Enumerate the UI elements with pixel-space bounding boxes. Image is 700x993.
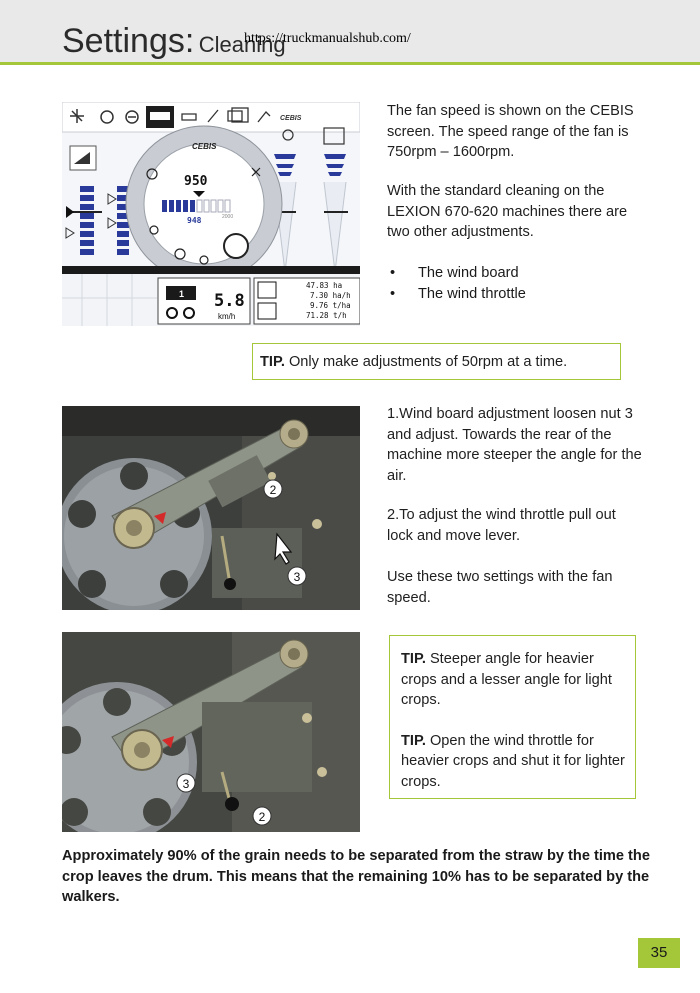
callout-3: 3: [182, 777, 190, 791]
step-3-text: Use these two settings with the fan speed.: [387, 569, 613, 606]
ground-speed-unit: km/h: [218, 312, 236, 321]
list-item: • The wind throttle: [387, 284, 526, 305]
tip-text: Steeper angle for heavier crops and a lesser angle for light crops.: [401, 651, 612, 708]
cebis-screen-graphic: [62, 102, 360, 326]
page-number: 35: [638, 938, 680, 968]
ground-speed-value: 5.8: [214, 291, 245, 311]
callout-3: 3: [293, 570, 301, 584]
cebis-logo-small: CEBIS: [280, 115, 302, 122]
header-accent-line: [0, 62, 700, 65]
adjustment-list: [387, 263, 526, 304]
wind-board-photo-1: [62, 406, 360, 610]
step-1-text: 1.Wind board adjustment loosen nut 3 and adjust. Towards the rear of the machine more steeper the angle for the air.: [387, 406, 642, 484]
readout-area: 47.83 ha: [306, 281, 343, 290]
tip-label: TIP.: [401, 732, 426, 749]
step-2-text: 2.To adjust the wind throttle pull out lock and move lever.: [387, 507, 616, 544]
watermark-url: https://truckmanualshub.com/: [244, 31, 411, 46]
fan-actual-value: 948: [187, 216, 202, 225]
tip-text: Open the wind throttle for heavier crops and shut it for lighter crops.: [401, 732, 625, 790]
page-title-sub: Cleaning: [198, 32, 286, 57]
callout-2: 2: [258, 810, 266, 824]
gear-indicator: 1: [179, 289, 185, 299]
fan-mechanism-graphic-2: [62, 632, 360, 832]
list-item: • The wind board: [387, 263, 526, 284]
readout-throughput: 71.28 t/h: [306, 311, 347, 320]
cebis-screen-image: [62, 102, 360, 326]
readout-area-rate: 7.30 ha/h: [310, 291, 351, 300]
callout-2: 2: [269, 483, 277, 497]
cebis-logo-dial: CEBIS: [192, 142, 217, 151]
intro-paragraph-2: With the standard cleaning on the LEXION 670-620 machines there are two other adjustments.: [387, 183, 628, 240]
page-title-main: Settings:: [62, 22, 195, 60]
fan-scale-max: 2000: [222, 214, 234, 220]
tip-label: TIP.: [401, 651, 426, 667]
tip-label: TIP.: [260, 354, 285, 370]
tip-steeper-angle: [401, 649, 625, 711]
wind-throttle-photo-2: [62, 632, 360, 832]
tip-text: Only make adjustments of 50rpm at a time.: [288, 354, 568, 370]
tip-box-crops: [389, 635, 636, 799]
fan-speed-value: 950: [184, 174, 208, 189]
tip-wind-throttle: [401, 731, 625, 793]
tip-box-adjustment-step: [252, 343, 621, 380]
readout-yield: 9.76 t/ha: [310, 301, 351, 310]
separation-note: Approximately 90% of the grain needs to be separated from the straw by the time the crop leaves the drum. This means that the remaining 10% has to be separated by the walkers.: [62, 848, 650, 905]
fan-mechanism-graphic: [62, 406, 360, 610]
intro-paragraph-1: The fan speed is shown on the CEBIS screen. The speed range of the fan is 750rpm – 1600rpm.: [387, 103, 634, 160]
